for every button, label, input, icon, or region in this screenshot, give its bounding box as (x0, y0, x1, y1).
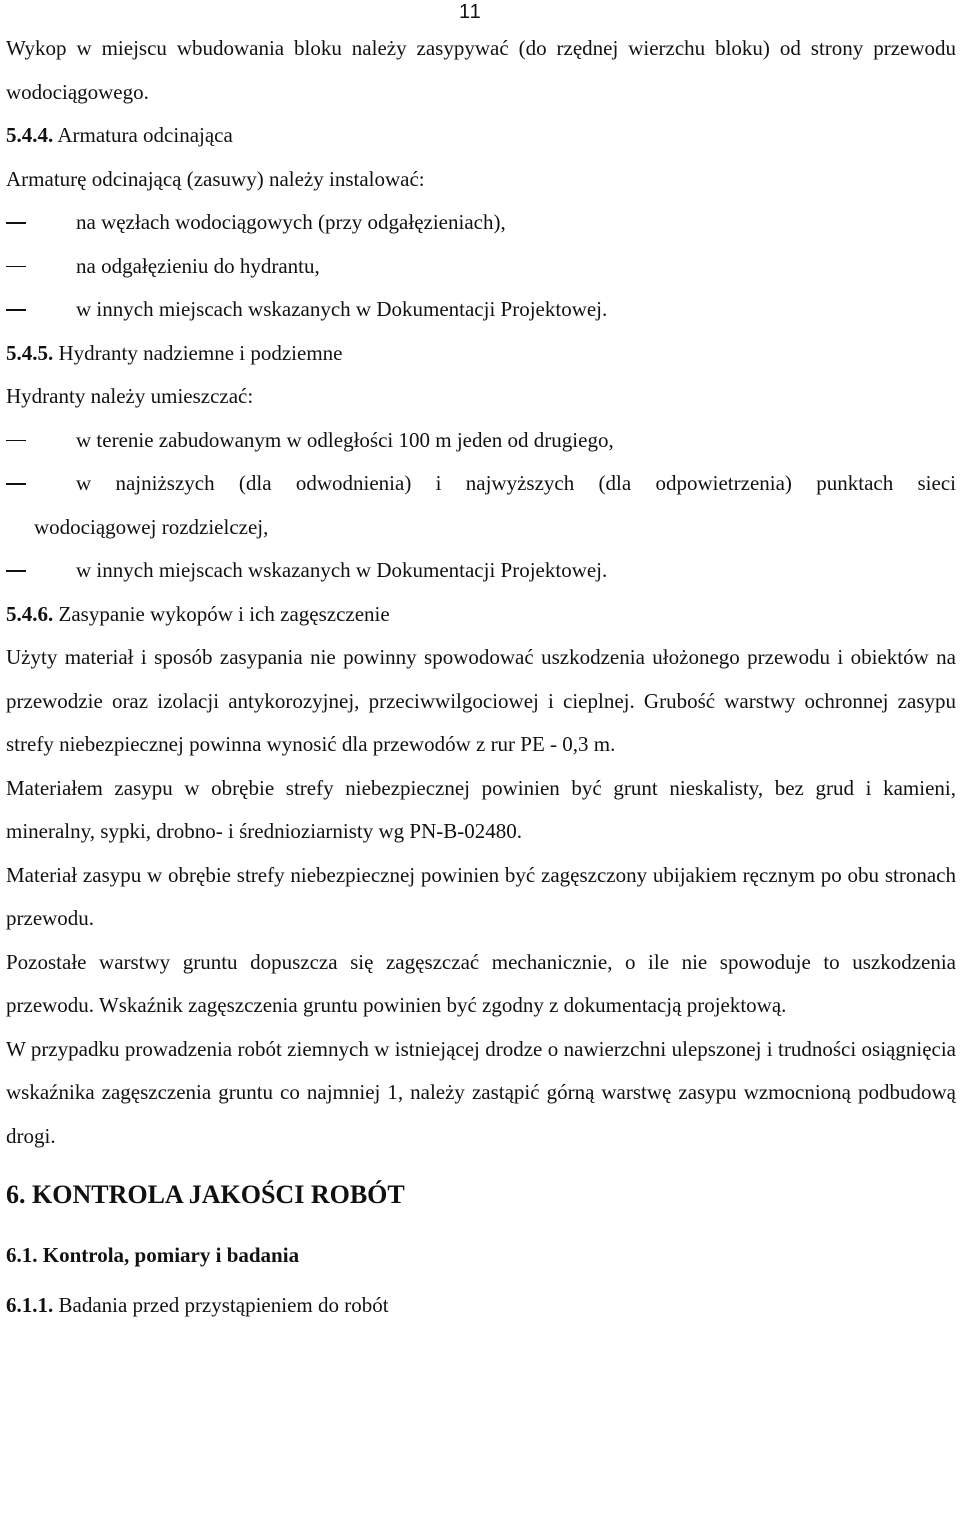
paragraph: Pozostałe warstwy gruntu dopuszcza się zagęszczać mechanicznie, o ile nie spowoduje to uszkodzenia przewodu. Wskaźnik zagęszczenia gruntu powinien być zgodny z dokumentacją projektową. (6, 949, 956, 1017)
list-item (6, 201, 956, 245)
section-heading-5-4-6 (6, 593, 956, 637)
list-item (6, 419, 956, 463)
section-heading-5-4-4 (6, 114, 956, 158)
list-item-text: w najniższych (dla odwodnienia) i najwyższych (dla odpowietrzenia) punktach sieci (76, 471, 956, 495)
list-item (6, 288, 956, 332)
list-item-continuation: wodociągowej rozdzielczej, (34, 514, 269, 539)
page-number: 11 (459, 1, 482, 23)
subsubsection-heading (6, 1284, 956, 1328)
dash-bullet (6, 222, 26, 224)
section-title: Zasypanie wykopów i ich zagęszczenie (53, 601, 390, 626)
list-item-text: w terenie zabudowanym w odległości 100 m jeden od drugiego, (76, 427, 614, 452)
list-item-text: na węzłach wodociągowych (przy odgałęzieniach), (76, 210, 506, 234)
list-item (6, 549, 956, 593)
section-number: 5.4.4. (6, 123, 54, 147)
section-number: 6.1.1. (6, 1292, 54, 1317)
list-item-text: w innych miejscach wskazanych w Dokumentacji Projektowej. (76, 297, 608, 321)
section-heading-5-4-5 (6, 332, 956, 376)
section-title: Badania przed przystąpieniem do robót (53, 1292, 389, 1317)
document-body (6, 27, 956, 1327)
section-number: 5.4.5. (6, 340, 54, 365)
dash-bullet (6, 309, 26, 311)
dash-bullet (6, 483, 26, 485)
intro-paragraph: Wykop w miejscu wbudowania bloku należy zasypywać (do rzędnej wierzchu bloku) od strony przewodu wodociągowego. (6, 36, 956, 104)
dash-bullet (6, 266, 26, 268)
paragraph: W przypadku prowadzenia robót ziemnych w istniejącej drodze o nawierzchni ulepszonej i trudności osiągnięcia wskaźnika zagęszczenia gruntu co najmniej 1, należy zastąpić górną warstwę zasypu wzmocnioną podbudową drogi. (6, 1036, 956, 1148)
paragraph: Materiał zasypu w obrębie strefy niebezpiecznej powinien być zagęszczony ubijakiem ręcznym po obu stronach przewodu. (6, 862, 956, 930)
list-item (6, 245, 956, 289)
list-item-text: w innych miejscach wskazanych w Dokumentacji Projektowej. (76, 558, 608, 582)
list-item (6, 462, 956, 549)
dash-bullet (6, 440, 26, 442)
subsection-heading: 6.1. Kontrola, pomiary i badania (6, 1243, 300, 1267)
section-title: Armatura odcinająca (53, 123, 233, 147)
dash-bullet (6, 570, 26, 572)
section-number: 5.4.6. (6, 601, 54, 626)
section-intro: Armaturę odcinającą (zasuwy) należy instalować: (6, 166, 425, 191)
paragraph: Materiałem zasypu w obrębie strefy niebezpiecznej powinien być grunt nieskalisty, bez grud i kamieni, mineralny, sypki, drobno- i średnioziarnisty wg PN-B-02480. (6, 775, 956, 843)
chapter-heading: 6. KONTROLA JAKOŚCI ROBÓT (6, 1180, 405, 1209)
section-title: Hydranty nadziemne i podziemne (53, 340, 343, 365)
section-intro: Hydranty należy umieszczać: (6, 384, 254, 408)
list-item-text: na odgałęzieniu do hydrantu, (76, 253, 320, 278)
paragraph: Użyty materiał i sposób zasypania nie powinny spowodować uszkodzenia ułożonego przewodu i obiektów na przewodzie oraz izolacji antykorozyjnej, przeciwwilgociowej i cieplnej. Grubość warstwy ochronnej zasypu strefy niebezpiecznej powinna wynosić dla przewodów z rur PE - 0,3 m. (6, 645, 956, 756)
